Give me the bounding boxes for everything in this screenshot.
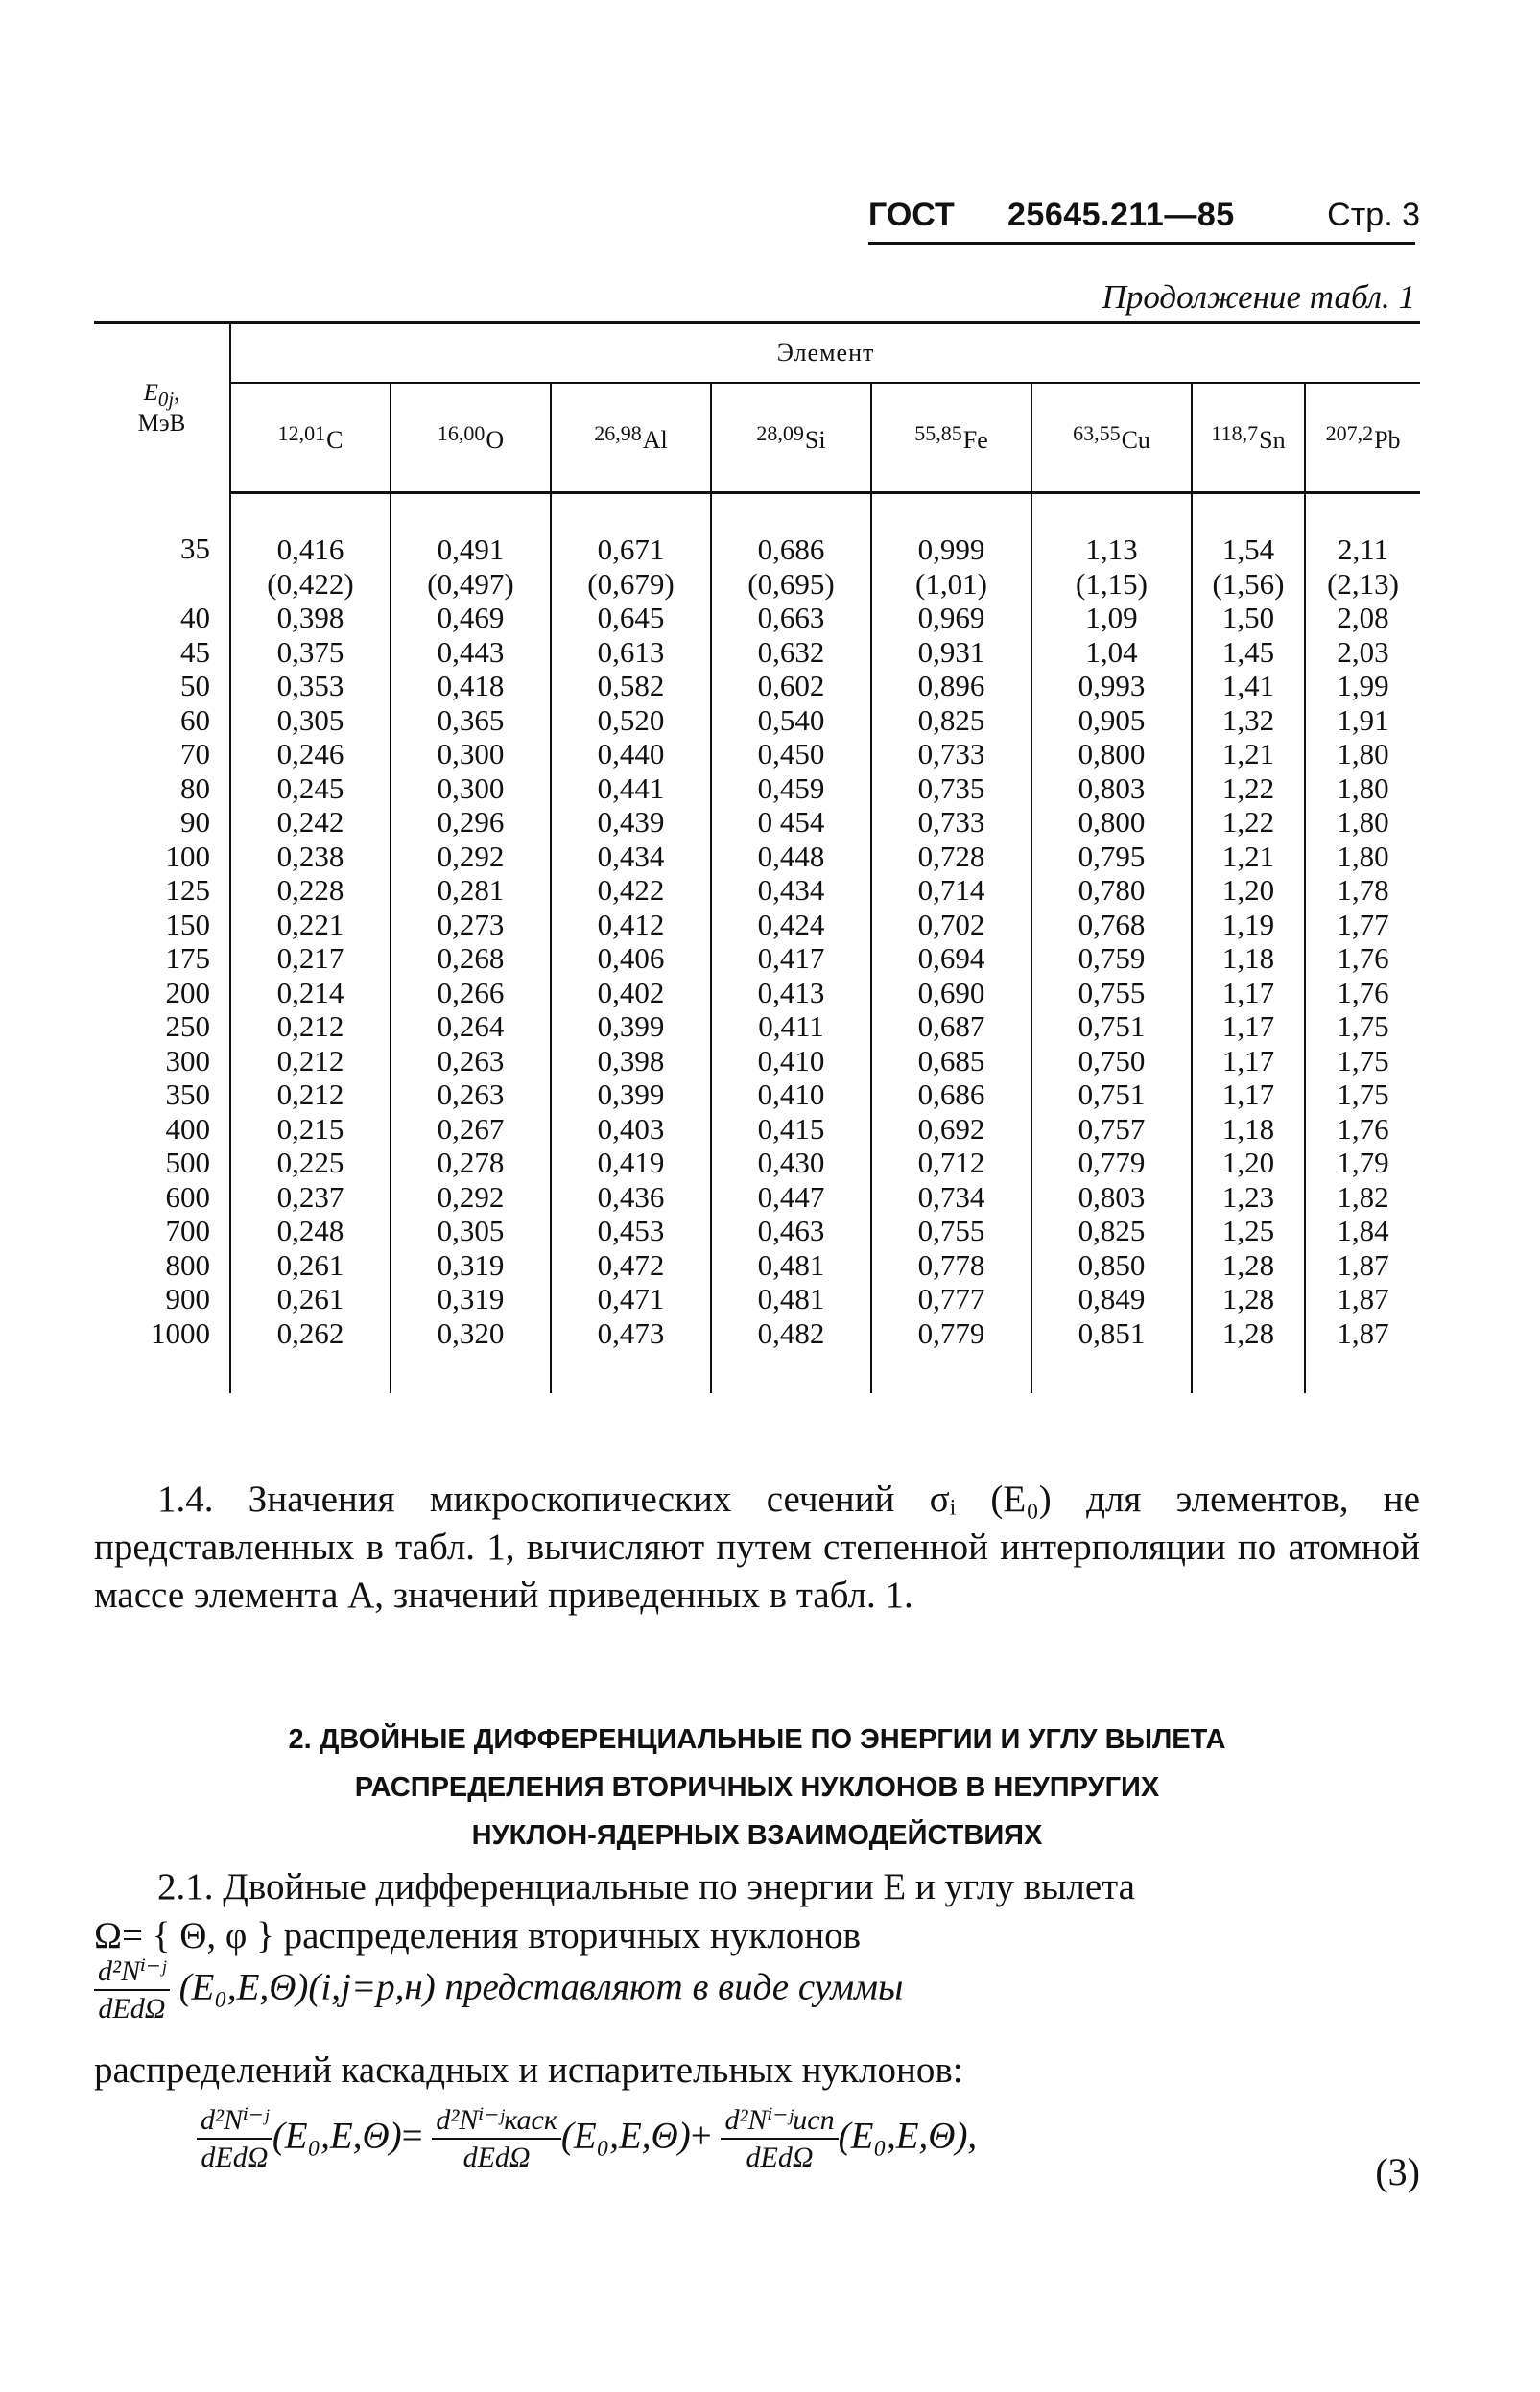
table-row	[94, 1009, 1420, 1044]
cross-section-table	[94, 321, 1420, 1393]
value-cell: 0,261	[230, 1282, 391, 1316]
table-row	[94, 635, 1420, 670]
value-cell: 0,248	[230, 1214, 391, 1248]
value-cell: 1,04	[1031, 635, 1192, 670]
equation-number: (3)	[1375, 2150, 1420, 2193]
value-cell: 0,734	[871, 1180, 1031, 1215]
value-cell: 0,292	[391, 840, 551, 874]
value-cell: 0,217	[230, 941, 391, 976]
value-cell: 1,28	[1192, 1248, 1305, 1283]
value-cell: (1,56)	[1192, 567, 1305, 602]
value-cell: 0,779	[871, 1316, 1031, 1393]
energy-cell: 80	[180, 770, 210, 805]
value-cell: 0,268	[391, 941, 551, 976]
value-cell: 1,18	[1192, 941, 1305, 976]
value-cell: 0,225	[230, 1146, 391, 1180]
value-cell: 0,780	[1031, 873, 1192, 908]
value-cell: 0,300	[391, 771, 551, 806]
value-cell: 0,692	[871, 1112, 1031, 1147]
value-cell: 0,779	[1031, 1146, 1192, 1180]
paragraph-2-1-line1: 2.1. Двойные дифференциальные по энергии E и углу вылета	[157, 1866, 1135, 1907]
value-cell: 0,398	[230, 601, 391, 635]
value-cell: 1,75	[1305, 1078, 1420, 1112]
paragraph-2-1-line4: распределений каскадных и испарительных нуклонов:	[94, 2049, 963, 2091]
value-cell: (0,497)	[391, 567, 551, 602]
value-cell: 0,645	[551, 601, 711, 635]
value-cell: 1,80	[1305, 840, 1420, 874]
table-row	[94, 873, 1420, 908]
value-cell: 0,733	[871, 737, 1031, 771]
value-cell: 0,228	[230, 873, 391, 908]
value-cell: 0,471	[551, 1282, 711, 1316]
value-cell: 0,278	[391, 1146, 551, 1180]
energy-cell: 350	[165, 1078, 210, 1111]
value-cell: 0,453	[551, 1214, 711, 1248]
energy-column-header: $E_{0j}$, МэВ	[94, 323, 230, 493]
value-cell: 0,759	[1031, 941, 1192, 976]
value-cell: 0,292	[391, 1180, 551, 1215]
value-cell: 0,212	[230, 1009, 391, 1044]
value-cell: 2,03	[1305, 635, 1420, 670]
value-cell: 0,441	[551, 771, 711, 806]
table-row	[94, 737, 1420, 771]
element-header: 207,2Pb	[1305, 383, 1420, 493]
energy-cell: 125	[165, 873, 210, 907]
value-cell: 0,261	[230, 1248, 391, 1283]
value-cell: 0,481	[711, 1248, 871, 1283]
value-cell: 0,440	[551, 737, 711, 771]
value-cell: 0,850	[1031, 1248, 1192, 1283]
value-cell: 0,450	[711, 737, 871, 771]
value-cell: 0,755	[871, 1214, 1031, 1248]
energy-cell: 35	[180, 532, 210, 566]
value-cell: 0,300	[391, 737, 551, 771]
value-cell: 0,632	[711, 635, 871, 670]
value-cell: 1,84	[1305, 1214, 1420, 1248]
value-cell: 0,768	[1031, 908, 1192, 942]
energy-cell: 175	[165, 941, 210, 975]
header-rule	[868, 242, 1415, 245]
energy-cell: 200	[165, 975, 210, 1009]
table-row	[94, 493, 1420, 567]
value-cell: 0,800	[1031, 805, 1192, 840]
value-cell: 0,410	[711, 1044, 871, 1078]
energy-cell: 50	[180, 669, 210, 702]
value-cell: 0,242	[230, 805, 391, 840]
value-cell: 0,751	[1031, 1078, 1192, 1112]
energy-cell: 40	[180, 601, 210, 634]
value-cell: 0,413	[711, 976, 871, 1010]
value-cell: 0,463	[711, 1214, 871, 1248]
value-cell: 1,50	[1192, 601, 1305, 635]
value-cell: 0,417	[711, 941, 871, 976]
value-cell: 0,931	[871, 635, 1031, 670]
value-cell: 1,54	[1192, 493, 1305, 567]
value-cell: 1,87	[1305, 1248, 1420, 1283]
element-header: 12,01C	[230, 383, 391, 493]
element-header: 28,09Si	[711, 383, 871, 493]
value-cell: 0,800	[1031, 737, 1192, 771]
value-cell: 1,21	[1192, 840, 1305, 874]
energy-cell: 60	[180, 702, 210, 737]
value-cell: 1,99	[1305, 669, 1420, 703]
element-header: 63,55Cu	[1031, 383, 1192, 493]
value-cell: 0,263	[391, 1078, 551, 1112]
value-cell: 0,406	[551, 941, 711, 976]
value-cell: 1,28	[1192, 1316, 1305, 1393]
table-row	[94, 1214, 1420, 1248]
value-cell: 0,221	[230, 908, 391, 942]
section-2-heading: 2. ДВОЙНЫЕ ДИФФЕРЕНЦИАЛЬНЫЕ ПО ЭНЕРГИИ И УГЛУ ВЫЛЕТА РАСПРЕДЕЛЕНИЯ ВТОРИЧНЫХ НУКЛОНОВ В НЕУПРУГИХ НУКЛОН-ЯДЕРНЫХ ВЗАИМОДЕЙСТВИЯХ	[288, 1724, 1226, 1851]
value-cell: (0,695)	[711, 567, 871, 602]
paragraph-2-1-formula-line: $\frac{\text{d²Nⁱ⁻ʲ}}{\text{dEdΩ}}$ (E₀,E,Θ)(i,j=p,н) представляют в виде суммы	[94, 1957, 903, 2024]
value-cell: 0,266	[391, 976, 551, 1010]
value-cell: 0,296	[391, 805, 551, 840]
value-cell: 0,472	[551, 1248, 711, 1283]
value-cell: 0,712	[871, 1146, 1031, 1180]
value-cell: 0,267	[391, 1112, 551, 1147]
distribution-fraction: $\frac{\text{d²Nⁱ⁻ʲ}}{\text{dEdΩ}}$	[94, 1957, 170, 2024]
paragraph-1-4: 1.4. Значения микроскопических сечений σᵢ (E₀) для элементов, не представленных в табл. 1, вычисляют путем степенной интерполяции по атомной массе элемента A, значений приведенных в табл. 1.	[94, 1479, 1420, 1616]
value-cell: 1,78	[1305, 873, 1420, 908]
standard-number: 25645.211—85	[1007, 197, 1235, 233]
value-cell: 0,482	[711, 1316, 871, 1393]
value-cell: 0,434	[551, 840, 711, 874]
value-cell: 0,305	[230, 703, 391, 738]
value-cell: 1,80	[1305, 737, 1420, 771]
value-cell: 0,273	[391, 908, 551, 942]
table-row	[94, 908, 1420, 942]
table-row	[94, 1112, 1420, 1147]
value-cell: 1,45	[1192, 635, 1305, 670]
value-cell: 0,447	[711, 1180, 871, 1215]
value-cell: 0,238	[230, 840, 391, 874]
value-cell: 0,686	[711, 493, 871, 567]
value-cell: 0,416	[230, 493, 391, 567]
value-cell: 1,82	[1305, 1180, 1420, 1215]
value-cell: 0,246	[230, 737, 391, 771]
value-cell: (2,13)	[1305, 567, 1420, 602]
value-cell: 0,686	[871, 1078, 1031, 1112]
value-cell: 0,263	[391, 1044, 551, 1078]
energy-cell	[94, 567, 230, 602]
value-cell: 1,17	[1192, 1009, 1305, 1044]
value-cell: 0,353	[230, 669, 391, 703]
value-cell: 0,473	[551, 1316, 711, 1393]
value-cell: 0,795	[1031, 840, 1192, 874]
page-header	[868, 197, 1420, 245]
value-cell: 0,687	[871, 1009, 1031, 1044]
value-cell: 0,694	[871, 941, 1031, 976]
table-continuation-label: Продолжение табл. 1	[1102, 278, 1415, 316]
energy-cell: 70	[180, 737, 210, 770]
value-cell: 1,17	[1192, 976, 1305, 1010]
value-cell: 0,690	[871, 976, 1031, 1010]
value-cell: 1,18	[1192, 1112, 1305, 1147]
value-cell: 1,77	[1305, 908, 1420, 942]
value-cell: 0,993	[1031, 669, 1192, 703]
cascade-fraction: $\frac{\text{d²Nⁱ⁻ʲкаск}}{\text{dEdΩ}}$	[432, 2106, 560, 2172]
energy-cell: 45	[180, 634, 210, 669]
value-cell: 1,13	[1031, 493, 1192, 567]
value-cell: 0,237	[230, 1180, 391, 1215]
energy-cell: 600	[165, 1179, 210, 1214]
value-cell: 0,750	[1031, 1044, 1192, 1078]
table-row	[94, 941, 1420, 976]
value-cell: 1,09	[1031, 601, 1192, 635]
value-cell: 0,803	[1031, 771, 1192, 806]
value-cell: 0,412	[551, 908, 711, 942]
value-cell: 0,375	[230, 635, 391, 670]
value-cell: 0,702	[871, 908, 1031, 942]
table-row	[94, 669, 1420, 703]
energy-cell: 250	[165, 1009, 210, 1043]
value-cell: 1,87	[1305, 1316, 1420, 1393]
value-cell: 0,755	[1031, 976, 1192, 1010]
value-cell: 1,91	[1305, 703, 1420, 738]
value-cell: 0,602	[711, 669, 871, 703]
value-cell: 0,896	[871, 669, 1031, 703]
value-cell: 1,22	[1192, 805, 1305, 840]
value-cell: 0,905	[1031, 703, 1192, 738]
value-cell: 0,751	[1031, 1009, 1192, 1044]
value-cell: 1,21	[1192, 737, 1305, 771]
value-cell: 0,851	[1031, 1316, 1192, 1393]
value-cell: 0,215	[230, 1112, 391, 1147]
value-cell: 0,439	[551, 805, 711, 840]
value-cell: 1,23	[1192, 1180, 1305, 1215]
element-header: 118,7Sn	[1192, 383, 1305, 493]
value-cell: 0,757	[1031, 1112, 1192, 1147]
table-row	[94, 567, 1420, 602]
value-cell: 0,319	[391, 1282, 551, 1316]
value-cell: 2,11	[1305, 493, 1420, 567]
value-cell: 0,481	[711, 1282, 871, 1316]
value-cell: 0,777	[871, 1282, 1031, 1316]
value-cell: 1,20	[1192, 1146, 1305, 1180]
page-number: Стр. 3	[1327, 197, 1420, 233]
table-row	[94, 1282, 1420, 1316]
value-cell: 1,41	[1192, 669, 1305, 703]
value-cell: 0,999	[871, 493, 1031, 567]
value-cell: 0,778	[871, 1248, 1031, 1283]
table-row	[94, 771, 1420, 806]
value-cell: 1,76	[1305, 1112, 1420, 1147]
value-cell: 1,17	[1192, 1078, 1305, 1112]
table-row	[94, 976, 1420, 1010]
value-cell: 0,685	[871, 1044, 1031, 1078]
table-row	[94, 703, 1420, 738]
value-cell: 2,08	[1305, 601, 1420, 635]
value-cell: 0,320	[391, 1316, 551, 1393]
value-cell: 0,399	[551, 1009, 711, 1044]
value-cell: 0,262	[230, 1316, 391, 1393]
energy-cell: 900	[165, 1282, 210, 1315]
value-cell: 0,424	[711, 908, 871, 942]
energy-cell: 500	[165, 1146, 210, 1179]
value-cell: 1,80	[1305, 771, 1420, 806]
value-cell: (0,422)	[230, 567, 391, 602]
value-cell: 1,75	[1305, 1009, 1420, 1044]
value-cell: 0,459	[711, 771, 871, 806]
value-cell: 0,825	[1031, 1214, 1192, 1248]
value-cell: 0,663	[711, 601, 871, 635]
value-cell: 1,19	[1192, 908, 1305, 942]
value-cell: 0,491	[391, 493, 551, 567]
table-row	[94, 1248, 1420, 1283]
value-cell: 0,434	[711, 873, 871, 908]
element-group-header: Элемент	[230, 323, 1420, 384]
table-row	[94, 1044, 1420, 1078]
value-cell: 0,613	[551, 635, 711, 670]
table-row	[94, 601, 1420, 635]
value-cell: (1,01)	[871, 567, 1031, 602]
value-cell: 0,415	[711, 1112, 871, 1147]
value-cell: 0,849	[1031, 1282, 1192, 1316]
element-header: 55,85Fe	[871, 383, 1031, 493]
value-cell: 0,714	[871, 873, 1031, 908]
value-cell: 0,402	[551, 976, 711, 1010]
energy-cell: 700	[165, 1214, 210, 1247]
energy-cell: 300	[165, 1043, 210, 1078]
value-cell: 0,399	[551, 1078, 711, 1112]
energy-cell: 1000	[151, 1315, 210, 1350]
value-cell: 0,410	[711, 1078, 871, 1112]
value-cell: 0,403	[551, 1112, 711, 1147]
table-row	[94, 1146, 1420, 1180]
lhs-fraction: $\frac{\text{d²Nⁱ⁻ʲ}}{\text{dEdΩ}}$	[197, 2106, 272, 2172]
value-cell: 1,20	[1192, 873, 1305, 908]
evaporation-fraction: $\frac{\text{d²Nⁱ⁻ʲисп}}{\text{dEdΩ}}$	[721, 2106, 838, 2172]
value-cell: 1,28	[1192, 1282, 1305, 1316]
value-cell: 0,448	[711, 840, 871, 874]
value-cell: 0,281	[391, 873, 551, 908]
value-cell: 0,728	[871, 840, 1031, 874]
value-cell: 0,540	[711, 703, 871, 738]
value-cell: 1,79	[1305, 1146, 1420, 1180]
table-row	[94, 1078, 1420, 1112]
element-header: 16,00O	[391, 383, 551, 493]
value-cell: 0,245	[230, 771, 391, 806]
table-row	[94, 1180, 1420, 1215]
value-cell: 0,418	[391, 669, 551, 703]
value-cell: 0,398	[551, 1044, 711, 1078]
value-cell: 0,436	[551, 1180, 711, 1215]
value-cell: 0,212	[230, 1044, 391, 1078]
table-row	[94, 805, 1420, 840]
value-cell: 0,803	[1031, 1180, 1192, 1215]
equation-3: $\frac{\text{d²Nⁱ⁻ʲ}}{\text{dEdΩ}}$ (E₀,E,Θ)= $\frac{\text{d²Nⁱ⁻ʲкаск}}{\text{dEdΩ}}$ (E₀,E,Θ)+ $\frac{\text{d²Nⁱ⁻ʲисп}}{\text{dEdΩ}}$ (E₀,E,Θ),	[197, 2106, 977, 2172]
energy-cell: 90	[180, 805, 210, 839]
energy-cell: 800	[165, 1247, 210, 1282]
value-cell: 0,365	[391, 703, 551, 738]
value-cell: 0,969	[871, 601, 1031, 635]
value-cell: 0,582	[551, 669, 711, 703]
value-cell: 1,25	[1192, 1214, 1305, 1248]
value-cell: 0,419	[551, 1146, 711, 1180]
value-cell: 0 454	[711, 805, 871, 840]
value-cell: (0,679)	[551, 567, 711, 602]
energy-cell: 150	[165, 907, 210, 941]
value-cell: 1,17	[1192, 1044, 1305, 1078]
value-cell: 0,733	[871, 805, 1031, 840]
value-cell: 0,735	[871, 771, 1031, 806]
table-row	[94, 1316, 1420, 1393]
table-row	[94, 840, 1420, 874]
value-cell: 0,264	[391, 1009, 551, 1044]
element-header: 26,98Al	[551, 383, 711, 493]
value-cell: 0,430	[711, 1146, 871, 1180]
value-cell: 0,671	[551, 493, 711, 567]
value-cell: 0,825	[871, 703, 1031, 738]
value-cell: 1,87	[1305, 1282, 1420, 1316]
value-cell: 1,76	[1305, 976, 1420, 1010]
value-cell: 1,75	[1305, 1044, 1420, 1078]
value-cell: 0,212	[230, 1078, 391, 1112]
value-cell: 0,520	[551, 703, 711, 738]
value-cell: 1,32	[1192, 703, 1305, 738]
value-cell: 0,411	[711, 1009, 871, 1044]
standard-label: ГОСТ	[868, 197, 955, 233]
paragraph-2-1-omega: Ω= { Θ, φ } распределения вторичных нуклонов	[94, 1915, 862, 1956]
value-cell: 0,422	[551, 873, 711, 908]
energy-cell: 100	[165, 839, 210, 873]
value-cell: 1,80	[1305, 805, 1420, 840]
value-cell: 1,22	[1192, 771, 1305, 806]
value-cell: 1,76	[1305, 941, 1420, 976]
value-cell: 0,469	[391, 601, 551, 635]
value-cell: 0,319	[391, 1248, 551, 1283]
value-cell: 0,214	[230, 976, 391, 1010]
value-cell: 0,305	[391, 1214, 551, 1248]
energy-cell: 400	[165, 1111, 210, 1146]
value-cell: 0,443	[391, 635, 551, 670]
value-cell: (1,15)	[1031, 567, 1192, 602]
